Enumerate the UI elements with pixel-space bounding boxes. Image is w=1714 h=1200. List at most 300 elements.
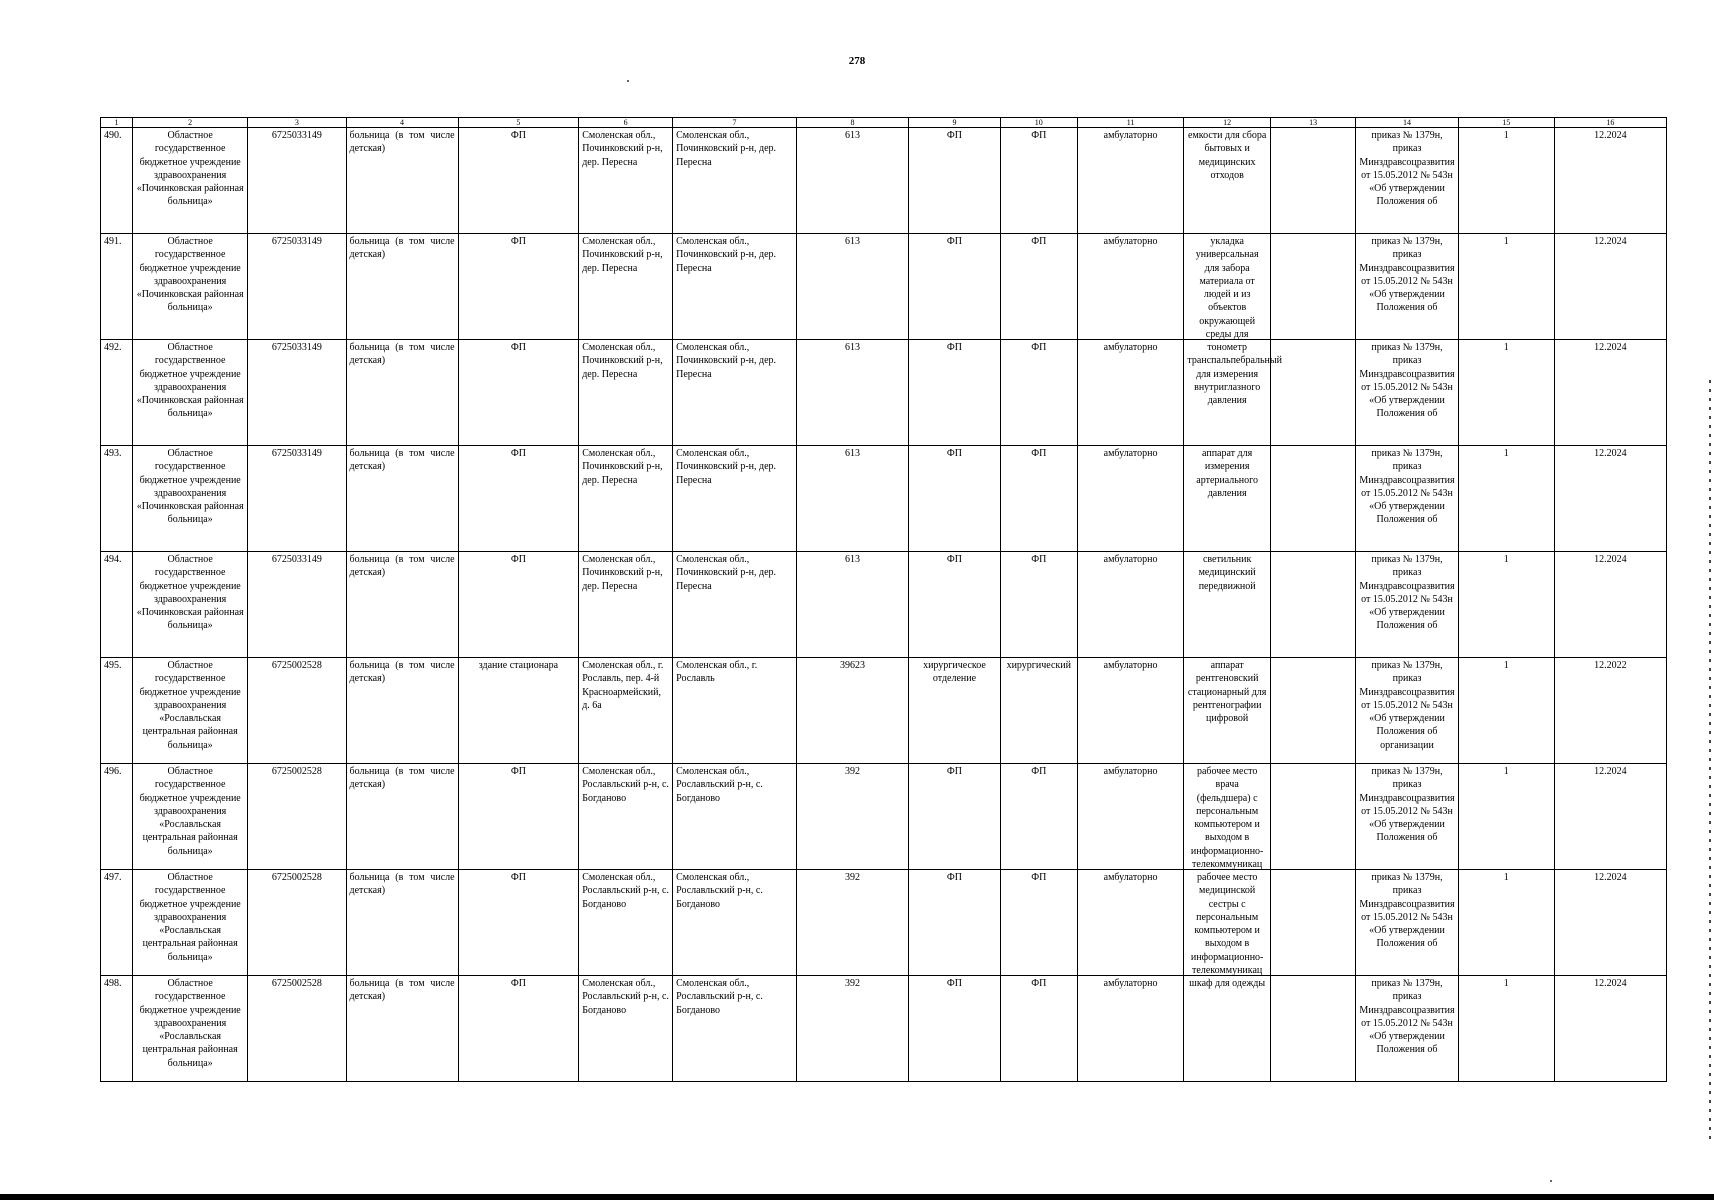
registered-address-cell: [579, 446, 673, 552]
regulation-order-cell-text: приказ № 1379н, приказ Минздравсоцразвития от 15.05.2012 № 543н «Об утверждении Положения об: [1359, 130, 1455, 208]
department-cell-text: ФП: [946, 342, 962, 353]
department-cell: [909, 234, 1001, 340]
department-cell-text: ФП: [946, 130, 962, 141]
date-cell-text: 12.2024: [1594, 554, 1627, 565]
organization-cell-text: Областное государственное бюджетное учреждение здравоохранения «Рославльская центральная районная больница»: [139, 978, 241, 1069]
registered-address-cell-text: Смоленская обл., г. Рославль, пер. 4-й Красноармейский, д. 6а: [582, 660, 664, 711]
department-cell-text: ФП: [946, 448, 962, 459]
scan-edge-artifact: [1709, 380, 1711, 1140]
building-cell: [458, 128, 579, 234]
table-row: [101, 764, 1667, 870]
registered-address-cell-text: Смоленская обл., Рославльский р-н, с. Богданово: [582, 872, 669, 910]
date-cell: [1554, 446, 1666, 552]
care-mode-cell: [1077, 128, 1184, 234]
date-cell: [1554, 764, 1666, 870]
population-count-cell-text: 613: [845, 448, 860, 459]
building-cell: [458, 764, 579, 870]
quantity-cell-text: 1: [1503, 872, 1509, 883]
quantity-cell: [1458, 976, 1554, 1082]
organization-cell-text: Областное государственное бюджетное учреждение здравоохранения «Рославльская центральная районная больница»: [139, 766, 241, 857]
organization-cell-text: Областное государственное бюджетное учреждение здравоохранения «Починковская районная больница»: [136, 554, 244, 632]
actual-address-cell: [673, 870, 797, 976]
inn-cell: [248, 234, 346, 340]
actual-address-cell: [673, 976, 797, 1082]
date-cell-text: 12.2024: [1594, 872, 1627, 883]
department-cell-text: ФП: [946, 236, 962, 247]
regulation-order-cell: [1356, 446, 1458, 552]
facility-type-cell-text: больница (в том числе детская): [349, 236, 455, 261]
date-cell: [1554, 552, 1666, 658]
organization-cell: [133, 552, 248, 658]
care-mode-cell-text: амбулаторно: [1103, 978, 1158, 989]
unit-cell-text: ФП: [1031, 554, 1047, 565]
registered-address-cell: [579, 658, 673, 764]
population-count-cell-text: 392: [845, 978, 860, 989]
building-cell: [458, 552, 579, 658]
unit-cell: [1000, 976, 1077, 1082]
quantity-cell-text: 1: [1503, 448, 1509, 459]
actual-address-cell: [673, 340, 797, 446]
inn-cell: [248, 128, 346, 234]
building-cell-text: ФП: [510, 554, 526, 565]
column-13-cell: [1270, 870, 1355, 976]
column-13-cell: [1270, 552, 1355, 658]
registered-address-cell-text: Смоленская обл., Починковский р-н, дер. Пересна: [582, 554, 663, 592]
row-number-cell-text: 495.: [104, 660, 122, 671]
care-mode-cell: [1077, 340, 1184, 446]
actual-address-cell: [673, 128, 797, 234]
facility-type-cell-text: больница (в том числе детская): [349, 978, 455, 1003]
building-cell: [458, 234, 579, 340]
department-cell: [909, 552, 1001, 658]
quantity-cell-text: 1: [1503, 978, 1509, 989]
actual-address-cell-text: Смоленская обл., Рославльский р-н, с. Богданово: [676, 978, 763, 1016]
table-row: [101, 446, 1667, 552]
organization-cell-text: Областное государственное бюджетное учреждение здравоохранения «Починковская районная больница»: [136, 342, 244, 420]
registered-address-cell: [579, 976, 673, 1082]
date-cell: [1554, 340, 1666, 446]
quantity-cell-text: 1: [1503, 766, 1509, 777]
scan-speck: [1550, 1180, 1552, 1182]
quantity-cell-text: 1: [1503, 342, 1509, 353]
table-row: [101, 658, 1667, 764]
column-number-header: 12: [1184, 118, 1270, 128]
population-count-cell-text: 39623: [840, 660, 865, 671]
quantity-cell-text: 1: [1503, 554, 1509, 565]
quantity-cell: [1458, 128, 1554, 234]
quantity-cell: [1458, 234, 1554, 340]
regulation-order-cell-text: приказ № 1379н, приказ Минздравсоцразвития от 15.05.2012 № 543н «Об утверждении Положения об: [1359, 872, 1455, 950]
building-cell-text: здание стационара: [478, 660, 559, 671]
equipment-cell: [1184, 340, 1282, 446]
equipment-cell-text: укладка универсальная для забора материала от людей и из объектов окружающей среды для: [1195, 236, 1259, 341]
inn-cell-text: 6725033149: [271, 130, 322, 141]
actual-address-cell-text: Смоленская обл., г. Рославль: [676, 660, 758, 685]
column-number-header: 4: [346, 118, 458, 128]
care-mode-cell-text: амбулаторно: [1103, 872, 1158, 883]
care-mode-cell-text: амбулаторно: [1103, 660, 1158, 671]
equipment-cell-text: рабочее место врача (фельдшера) с персональным компьютером и выходом в информационно-телекоммуникац: [1190, 766, 1264, 871]
department-cell-text: ФП: [946, 978, 962, 989]
unit-cell-text: ФП: [1031, 342, 1047, 353]
row-number-cell: [101, 340, 133, 446]
unit-cell-text: ФП: [1031, 130, 1047, 141]
registered-address-cell-text: Смоленская обл., Рославльский р-н, с. Богданово: [582, 766, 669, 804]
population-count-cell: [796, 764, 908, 870]
scan-speck: [627, 80, 629, 82]
care-mode-cell: [1077, 870, 1184, 976]
date-cell-text: 12.2024: [1594, 978, 1627, 989]
date-cell-text: 12.2024: [1594, 236, 1627, 247]
actual-address-cell-text: Смоленская обл., Починковский р-н, дер. Пересна: [676, 342, 777, 380]
actual-address-cell-text: Смоленская обл., Починковский р-н, дер. Пересна: [676, 130, 777, 168]
quantity-cell: [1458, 446, 1554, 552]
unit-cell: [1000, 764, 1077, 870]
care-mode-cell-text: амбулаторно: [1103, 236, 1158, 247]
table-header: [101, 118, 1667, 128]
department-cell: [909, 976, 1001, 1082]
inn-cell-text: 6725002528: [271, 872, 322, 883]
building-cell-text: ФП: [510, 130, 526, 141]
registered-address-cell: [579, 128, 673, 234]
inn-cell: [248, 340, 346, 446]
population-count-cell: [796, 658, 908, 764]
column-number-header: 11: [1077, 118, 1184, 128]
organization-cell: [133, 870, 248, 976]
organization-cell-text: Областное государственное бюджетное учреждение здравоохранения «Рославльская центральная районная больница»: [139, 660, 241, 751]
population-count-cell-text: 613: [845, 236, 860, 247]
registered-address-cell: [579, 552, 673, 658]
regulation-order-cell-text: приказ № 1379н, приказ Минздравсоцразвития от 15.05.2012 № 543н «Об утверждении Положения об: [1359, 554, 1455, 632]
quantity-cell: [1458, 870, 1554, 976]
inn-cell-text: 6725033149: [271, 236, 322, 247]
quantity-cell: [1458, 552, 1554, 658]
actual-address-cell-text: Смоленская обл., Починковский р-н, дер. Пересна: [676, 554, 777, 592]
equipment-cell-text: емкости для сбора бытовых и медицинских отходов: [1188, 130, 1267, 181]
table-row: [101, 552, 1667, 658]
column-13-cell: [1270, 234, 1355, 340]
unit-cell: [1000, 340, 1077, 446]
population-count-cell: [796, 234, 908, 340]
table-body: [101, 128, 1667, 1082]
register-table: [100, 117, 1667, 1082]
date-cell: [1554, 976, 1666, 1082]
organization-cell: [133, 128, 248, 234]
building-cell: [458, 870, 579, 976]
actual-address-cell: [673, 552, 797, 658]
row-number-cell-text: 493.: [104, 448, 122, 459]
regulation-order-cell-text: приказ № 1379н, приказ Минздравсоцразвития от 15.05.2012 № 543н «Об утверждении Положения об: [1359, 448, 1455, 526]
inn-cell-text: 6725033149: [271, 448, 322, 459]
care-mode-cell: [1077, 446, 1184, 552]
equipment-cell: [1184, 552, 1270, 658]
column-number-header: 7: [673, 118, 797, 128]
inn-cell-text: 6725002528: [271, 660, 322, 671]
regulation-order-cell: [1356, 976, 1458, 1082]
equipment-cell: [1184, 658, 1270, 764]
facility-type-cell: [346, 128, 458, 234]
column-number-header: 2: [133, 118, 248, 128]
inn-cell: [248, 552, 346, 658]
population-count-cell-text: 613: [845, 554, 860, 565]
facility-type-cell: [346, 658, 458, 764]
facility-type-cell-text: больница (в том числе детская): [349, 342, 455, 367]
equipment-cell: [1184, 870, 1270, 976]
population-count-cell: [796, 446, 908, 552]
column-13-cell: [1270, 128, 1355, 234]
registered-address-cell: [579, 870, 673, 976]
equipment-cell-text: светильник медицинский передвижной: [1198, 554, 1256, 592]
facility-type-cell-text: больница (в том числе детская): [349, 766, 455, 791]
date-cell-text: 12.2024: [1594, 448, 1627, 459]
date-cell-text: 12.2024: [1594, 342, 1627, 353]
facility-type-cell: [346, 552, 458, 658]
table-row: [101, 234, 1667, 340]
facility-type-cell-text: больница (в том числе детская): [349, 660, 455, 685]
column-13-cell: [1270, 446, 1355, 552]
inn-cell: [248, 764, 346, 870]
inn-cell: [248, 446, 346, 552]
organization-cell: [133, 340, 248, 446]
inn-cell-text: 6725033149: [271, 554, 322, 565]
table-row: [101, 976, 1667, 1082]
quantity-cell-text: 1: [1503, 660, 1509, 671]
inn-cell-text: 6725002528: [271, 978, 322, 989]
regulation-order-cell-text: приказ № 1379н, приказ Минздравсоцразвития от 15.05.2012 № 543н «Об утверждении Положения об: [1359, 766, 1455, 844]
column-13-cell: [1270, 976, 1355, 1082]
column-number-header: 9: [909, 118, 1001, 128]
care-mode-cell: [1077, 764, 1184, 870]
registered-address-cell-text: Смоленская обл., Починковский р-н, дер. Пересна: [582, 448, 663, 486]
regulation-order-cell: [1356, 658, 1458, 764]
regulation-order-cell: [1356, 764, 1458, 870]
building-cell-text: ФП: [510, 766, 526, 777]
organization-cell: [133, 764, 248, 870]
equipment-cell-text: тонометр транспальпебральный для измерения внутриглазного давления: [1187, 342, 1282, 407]
department-cell: [909, 658, 1001, 764]
registered-address-cell-text: Смоленская обл., Рославльский р-н, с. Богданово: [582, 978, 669, 1016]
department-cell: [909, 446, 1001, 552]
population-count-cell-text: 392: [845, 766, 860, 777]
date-cell: [1554, 128, 1666, 234]
building-cell: [458, 976, 579, 1082]
column-number-header: 5: [458, 118, 579, 128]
regulation-order-cell-text: приказ № 1379н, приказ Минздравсоцразвития от 15.05.2012 № 543н «Об утверждении Положения об: [1359, 342, 1455, 420]
registered-address-cell-text: Смоленская обл., Починковский р-н, дер. Пересна: [582, 342, 663, 380]
column-13-cell: [1270, 764, 1355, 870]
equipment-cell: [1184, 976, 1270, 1082]
facility-type-cell: [346, 870, 458, 976]
care-mode-cell: [1077, 234, 1184, 340]
unit-cell: [1000, 234, 1077, 340]
column-number-header: 15: [1458, 118, 1554, 128]
building-cell-text: ФП: [510, 448, 526, 459]
row-number-cell: [101, 976, 133, 1082]
row-number-cell-text: 497.: [104, 872, 122, 883]
department-cell-text: ФП: [946, 872, 962, 883]
unit-cell-text: ФП: [1031, 766, 1047, 777]
organization-cell-text: Областное государственное бюджетное учреждение здравоохранения «Починковская районная больница»: [136, 448, 244, 526]
equipment-cell: [1184, 446, 1270, 552]
actual-address-cell: [673, 446, 797, 552]
population-count-cell: [796, 976, 908, 1082]
inn-cell: [248, 976, 346, 1082]
inn-cell: [248, 658, 346, 764]
table-row: [101, 128, 1667, 234]
regulation-order-cell-text: приказ № 1379н, приказ Минздравсоцразвития от 15.05.2012 № 543н «Об утверждении Положения об: [1359, 236, 1455, 314]
population-count-cell-text: 392: [845, 872, 860, 883]
building-cell: [458, 658, 579, 764]
quantity-cell: [1458, 658, 1554, 764]
care-mode-cell: [1077, 658, 1184, 764]
column-number-header: 10: [1000, 118, 1077, 128]
organization-cell: [133, 446, 248, 552]
actual-address-cell: [673, 234, 797, 340]
unit-cell-text: ФП: [1031, 448, 1047, 459]
department-cell-text: ФП: [946, 554, 962, 565]
column-number-header: 8: [796, 118, 908, 128]
row-number-cell-text: 498.: [104, 978, 122, 989]
regulation-order-cell: [1356, 128, 1458, 234]
date-cell: [1554, 234, 1666, 340]
row-number-cell-text: 494.: [104, 554, 122, 565]
page-number: 278: [848, 55, 866, 67]
inn-cell-text: 6725002528: [271, 766, 322, 777]
facility-type-cell: [346, 446, 458, 552]
actual-address-cell: [673, 764, 797, 870]
date-cell-text: 12.2024: [1594, 766, 1627, 777]
registered-address-cell-text: Смоленская обл., Починковский р-н, дер. Пересна: [582, 236, 663, 274]
row-number-cell: [101, 128, 133, 234]
care-mode-cell-text: амбулаторно: [1103, 342, 1158, 353]
care-mode-cell-text: амбулаторно: [1103, 130, 1158, 141]
date-cell-text: 12.2024: [1594, 130, 1627, 141]
care-mode-cell-text: амбулаторно: [1103, 554, 1158, 565]
unit-cell: [1000, 552, 1077, 658]
actual-address-cell-text: Смоленская обл., Рославльский р-н, с. Богданово: [676, 872, 763, 910]
unit-cell: [1000, 446, 1077, 552]
row-number-cell: [101, 764, 133, 870]
building-cell-text: ФП: [510, 342, 526, 353]
facility-type-cell-text: больница (в том числе детская): [349, 448, 455, 473]
row-number-cell: [101, 870, 133, 976]
column-number-header: 13: [1270, 118, 1355, 128]
care-mode-cell: [1077, 976, 1184, 1082]
department-cell: [909, 764, 1001, 870]
regulation-order-cell: [1356, 234, 1458, 340]
organization-cell: [133, 234, 248, 340]
population-count-cell: [796, 870, 908, 976]
department-cell: [909, 870, 1001, 976]
column-number-header: 1: [101, 118, 133, 128]
table-row: [101, 870, 1667, 976]
department-cell: [909, 128, 1001, 234]
quantity-cell: [1458, 340, 1554, 446]
actual-address-cell-text: Смоленская обл., Рославльский р-н, с. Богданово: [676, 766, 763, 804]
equipment-cell-text: аппарат рентгеновский стационарный для рентгенографии цифровой: [1187, 660, 1267, 725]
department-cell-text: хирургическое отделение: [923, 660, 986, 685]
regulation-order-cell: [1356, 870, 1458, 976]
care-mode-cell-text: амбулаторно: [1103, 766, 1158, 777]
organization-cell: [133, 976, 248, 1082]
row-number-cell: [101, 658, 133, 764]
column-13-cell: [1270, 658, 1355, 764]
facility-type-cell: [346, 340, 458, 446]
department-cell: [909, 340, 1001, 446]
row-number-cell-text: 496.: [104, 766, 122, 777]
registered-address-cell: [579, 340, 673, 446]
unit-cell: [1000, 658, 1077, 764]
organization-cell-text: Областное государственное бюджетное учреждение здравоохранения «Починковская районная больница»: [136, 130, 244, 208]
organization-cell-text: Областное государственное бюджетное учреждение здравоохранения «Починковская районная больница»: [136, 236, 244, 314]
unit-cell: [1000, 128, 1077, 234]
column-number-header: 3: [248, 118, 346, 128]
population-count-cell-text: 613: [845, 130, 860, 141]
row-number-cell: [101, 234, 133, 340]
unit-cell-text: ФП: [1031, 978, 1047, 989]
quantity-cell-text: 1: [1503, 130, 1509, 141]
inn-cell-text: 6725033149: [271, 342, 322, 353]
regulation-order-cell: [1356, 340, 1458, 446]
population-count-cell: [796, 340, 908, 446]
registered-address-cell: [579, 764, 673, 870]
quantity-cell: [1458, 764, 1554, 870]
building-cell-text: ФП: [510, 236, 526, 247]
unit-cell-text: ФП: [1031, 236, 1047, 247]
actual-address-cell: [673, 658, 797, 764]
row-number-cell-text: 491.: [104, 236, 122, 247]
equipment-cell-text: шкаф для одежды: [1189, 978, 1266, 989]
column-number-header: 16: [1554, 118, 1666, 128]
registered-address-cell: [579, 234, 673, 340]
regulation-order-cell: [1356, 552, 1458, 658]
department-cell-text: ФП: [946, 766, 962, 777]
facility-type-cell-text: больница (в том числе детская): [349, 554, 455, 579]
building-cell-text: ФП: [510, 872, 526, 883]
building-cell-text: ФП: [510, 978, 526, 989]
actual-address-cell-text: Смоленская обл., Починковский р-н, дер. Пересна: [676, 448, 777, 486]
equipment-cell-text: рабочее место медицинской сестры с персональным компьютером и выходом в информационно-телекоммуникац: [1190, 872, 1264, 977]
column-number-header: 6: [579, 118, 673, 128]
date-cell: [1554, 870, 1666, 976]
facility-type-cell: [346, 234, 458, 340]
population-count-cell: [796, 552, 908, 658]
population-count-cell-text: 613: [845, 342, 860, 353]
date-cell: [1554, 658, 1666, 764]
row-number-cell: [101, 446, 133, 552]
date-cell-text: 12.2022: [1594, 660, 1627, 671]
equipment-cell-text: аппарат для измерения артериального давления: [1196, 448, 1259, 499]
actual-address-cell-text: Смоленская обл., Починковский р-н, дер. Пересна: [676, 236, 777, 274]
facility-type-cell: [346, 976, 458, 1082]
population-count-cell: [796, 128, 908, 234]
building-cell: [458, 340, 579, 446]
organization-cell: [133, 658, 248, 764]
facility-type-cell: [346, 764, 458, 870]
column-number-row: [101, 118, 1667, 128]
row-number-cell-text: 492.: [104, 342, 122, 353]
unit-cell-text: ФП: [1031, 872, 1047, 883]
facility-type-cell-text: больница (в том числе детская): [349, 130, 455, 155]
equipment-cell: [1184, 128, 1270, 234]
care-mode-cell: [1077, 552, 1184, 658]
quantity-cell-text: 1: [1503, 236, 1509, 247]
facility-type-cell-text: больница (в том числе детская): [349, 872, 455, 897]
care-mode-cell-text: амбулаторно: [1103, 448, 1158, 459]
column-13-cell: [1270, 340, 1355, 446]
unit-cell-text: хирургический: [1006, 660, 1071, 671]
scan-bottom-border: [0, 1194, 1714, 1200]
